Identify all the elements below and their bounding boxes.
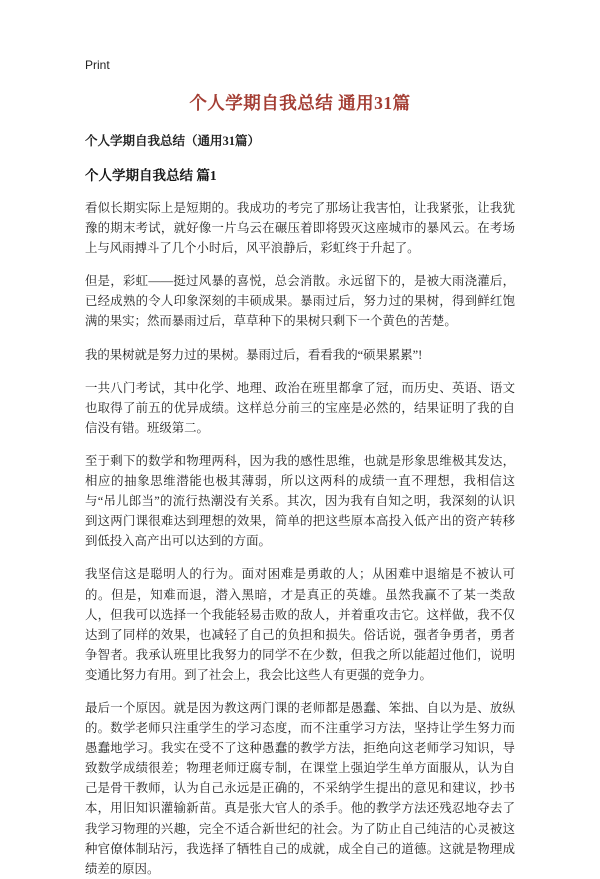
paragraph: 至于剩下的数学和物理两科，因为我的感性思维，也就是形象思维极其发达，相应的抽象思维潜能也极其薄弱，所以这两科的成绩一直不理想，我相信这与“吊儿郎当”的流行热潮没有关系。其次，因为我有自知之明，我深刻的认识到这两门课很难达到理想的效果，简单的把这些原本高投入低产出的资产转移到低投入高产出可以达到的方面。 <box>85 453 515 549</box>
article-body <box>85 198 515 879</box>
article-subtitle: 个人学期自我总结（通用31篇） <box>85 134 261 148</box>
section-heading: 个人学期自我总结 篇1 <box>85 168 217 183</box>
page-title: 个人学期自我总结 通用31篇 <box>189 93 411 113</box>
paragraph: 我坚信这是聪明人的行为。面对困难是勇敢的人；从困难中退缩是不被认可的。但是，知难而退，潜入黑暗，才是真正的英雄。虽然我赢不了某一类敌人，但我可以选择一个我能轻易击败的敌人，并着重攻击它。这样做，我不仅达到了同样的效果，也减轻了自己的负担和损失。俗话说，强者争勇者，勇者争智者。我承认班里比我努力的同学不在少数，但我之所以能超过他们，说明变通比努力有用。到了社会上，我会比这些人有更强的竞争力。 <box>85 567 515 682</box>
print-link[interactable]: Print <box>85 58 110 72</box>
paragraph: 我的果树就是努力过的果树。暴雨过后，看看我的“硕果累累”! <box>85 347 423 362</box>
paragraph: 一共八门考试，其中化学、地理、政治在班里都拿了冠，而历史、英语、语文也取得了前五的优异成绩。这样总分前三的宝座是必然的，结果证明了我的自信没有错。班级第二。 <box>85 380 515 435</box>
paragraph: 看似长期实际上是短期的。我成功的考完了那场让我害怕，让我紧张，让我犹豫的期末考试，就好像一片乌云在碾压着即将毁灭这座城市的暴风云。在考场上与风雨搏斗了几个小时后，风平浪静后，彩虹终于升起了。 <box>85 201 515 256</box>
paragraph: 但是，彩虹——挺过风暴的喜悦，总会消散。永远留下的，是被大雨浇灌后，已经成熟的令人印象深刻的丰硕成果。暴雨过后，努力过的果树，得到鲜红饱满的果实；然而暴雨过后，草草种下的果树只剩下一个黄色的苦楚。 <box>85 274 515 329</box>
paragraph: 最后一个原因。就是因为教这两门课的老师都是愚蠢、笨拙、自以为是、放纵的。数学老师只注重学生的学习态度，而不注重学习方法，坚持让学生努力而愚蠢地学习。我实在受不了这种愚蠢的教学方法，拒绝向这老师学习知识，导致数学成绩很差；物理老师迂腐专制，在课堂上强迫学生单方面服从，认为自己是骨干教师，认为自己永远是正确的，不采纳学生提出的意见和建议，抄书本，用旧知识灌输新苗。真是张大官人的杀手。他的教学方法还残忍地夺去了我学习物理的兴趣，完全不适合新世纪的社会。为了防止自己纯洁的心灵被这种官僚体制玷污，我选择了牺牲自己的成就，成全自己的道德。这就是物理成绩差的原因。 <box>85 700 515 876</box>
